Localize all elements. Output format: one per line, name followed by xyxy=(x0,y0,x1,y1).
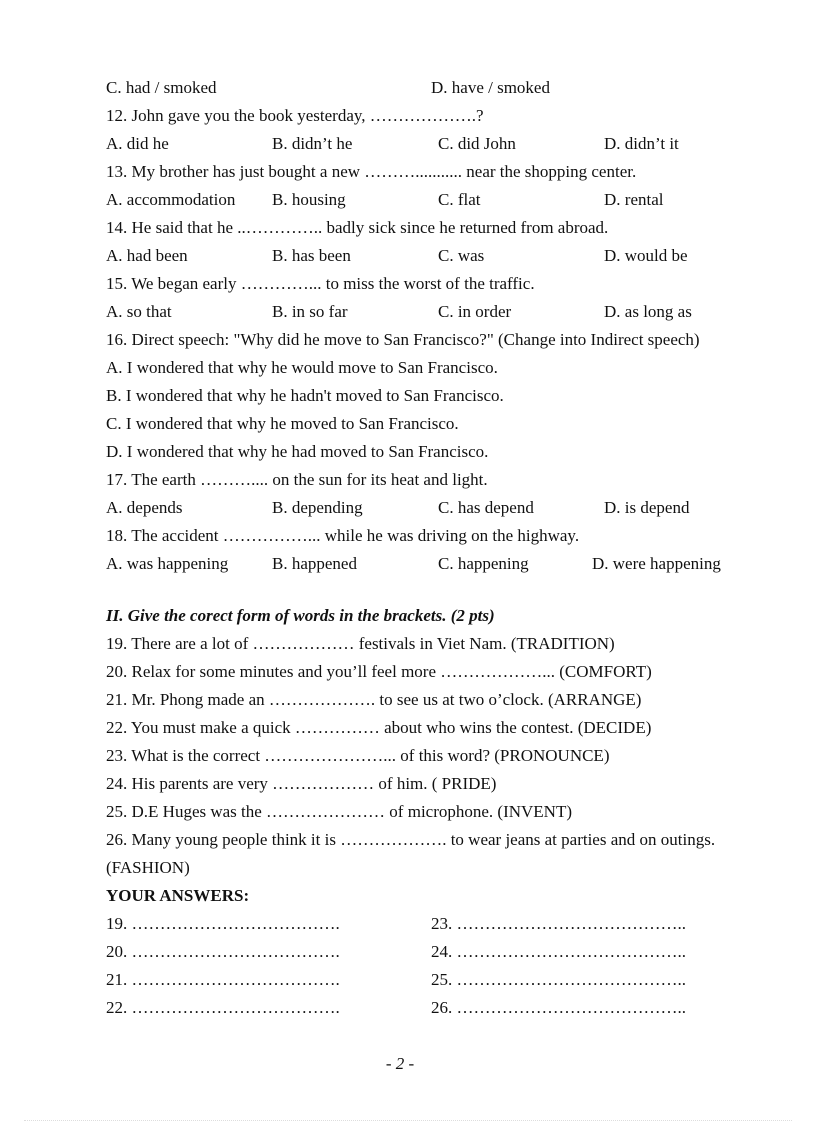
answers-title: YOUR ANSWERS: xyxy=(106,886,250,905)
word-form-item: 23. What is the correct …………………... of this word? (PRONOUNCE) xyxy=(106,746,610,765)
option-d: D. would be xyxy=(604,246,688,265)
option-c: C. has depend xyxy=(438,498,534,517)
exam-page xyxy=(106,74,756,1022)
question-options xyxy=(106,130,756,158)
option-a: A. did he xyxy=(106,134,169,153)
answer-row xyxy=(106,938,756,966)
option-a: A. was happening xyxy=(106,554,229,573)
footer-divider xyxy=(24,1120,792,1121)
option-a: A. accommodation xyxy=(106,190,236,209)
option-a: A. had been xyxy=(106,246,188,265)
word-form-item: 24. His parents are very ……………… of him. ( PRIDE) xyxy=(106,774,497,793)
section-spacer xyxy=(106,578,756,602)
option-c: C. was xyxy=(438,246,485,265)
word-form-item: 20. Relax for some minutes and you’ll feel more ………………... (COMFORT) xyxy=(106,662,652,681)
question-stem: 18. The accident ……………... while he was driving on the highway. xyxy=(106,526,580,545)
word-form-item: 26. Many young people think it is ………………. to wear jeans at parties and on outings. (FASHION) xyxy=(106,830,716,877)
option-c: C. in order xyxy=(438,302,512,321)
option-a: A. I wondered that why he would move to San Francisco. xyxy=(106,358,498,377)
answer-blank[interactable]: 22. ………………………………. xyxy=(106,998,340,1017)
question-options xyxy=(106,186,756,214)
option-a: A. depends xyxy=(106,498,183,517)
option-b: B. has been xyxy=(272,246,351,265)
answer-blank[interactable]: 26. ………………………………….. xyxy=(431,998,686,1017)
option-c: C. happening xyxy=(438,554,529,573)
question-options xyxy=(106,242,756,270)
word-form-item: 25. D.E Huges was the ………………… of microphone. (INVENT) xyxy=(106,802,572,821)
word-form-item: 22. You must make a quick …………… about who wins the contest. (DECIDE) xyxy=(106,718,652,737)
answer-blank[interactable]: 19. ………………………………. xyxy=(106,914,340,933)
option-c: C. did John xyxy=(438,134,516,153)
answer-blank[interactable]: 21. ………………………………. xyxy=(106,970,340,989)
option-d: D. rental xyxy=(604,190,664,209)
option-d: D. as long as xyxy=(604,302,692,321)
question-stem: 16. Direct speech: "Why did he move to San Francisco?" (Change into Indirect speech) xyxy=(106,330,700,349)
question-options xyxy=(106,550,756,578)
question-stem: 15. We began early …………... to miss the worst of the traffic. xyxy=(106,274,535,293)
option-d: D. didn’t it xyxy=(604,134,679,153)
page-number: - 2 - xyxy=(385,1054,415,1073)
option-d: D. is depend xyxy=(604,498,690,517)
answer-row xyxy=(106,994,756,1022)
q11-options xyxy=(106,74,756,102)
answer-blank[interactable]: 20. ………………………………. xyxy=(106,942,340,961)
answer-row xyxy=(106,966,756,994)
section-title: II. Give the corect form of words in the brackets. (2 pts) xyxy=(106,606,495,625)
option-b: B. didn’t he xyxy=(272,134,353,153)
word-form-item: 19. There are a lot of ……………… festivals in Viet Nam. (TRADITION) xyxy=(106,634,615,653)
option-b: B. in so far xyxy=(272,302,348,321)
option-b: B. housing xyxy=(272,190,346,209)
option-c: C. I wondered that why he moved to San Francisco. xyxy=(106,414,459,433)
question-options xyxy=(106,298,756,326)
question-stem: 14. He said that he ..………….. badly sick since he returned from abroad. xyxy=(106,218,609,237)
option-d: D. I wondered that why he had moved to San Francisco. xyxy=(106,442,489,461)
answer-blank[interactable]: 23. ………………………………….. xyxy=(431,914,686,933)
option-b: B. happened xyxy=(272,554,357,573)
answer-row xyxy=(106,910,756,938)
word-form-item: 21. Mr. Phong made an ………………. to see us at two o’clock. (ARRANGE) xyxy=(106,690,642,709)
question-stem: 13. My brother has just bought a new ………........... near the shopping center. xyxy=(106,162,637,181)
answer-blank[interactable]: 25. ………………………………….. xyxy=(431,970,686,989)
question-options xyxy=(106,494,756,522)
option: D. have / smoked xyxy=(431,78,550,97)
option-b: B. depending xyxy=(272,498,363,517)
option: C. had / smoked xyxy=(106,78,217,97)
option-d: D. were happening xyxy=(592,554,721,573)
option-c: C. flat xyxy=(438,190,481,209)
question-stem: 17. The earth ……….... on the sun for its heat and light. xyxy=(106,470,488,489)
option-b: B. I wondered that why he hadn't moved to San Francisco. xyxy=(106,386,504,405)
answer-blank[interactable]: 24. ………………………………….. xyxy=(431,942,686,961)
option-a: A. so that xyxy=(106,302,172,321)
question-stem: 12. John gave you the book yesterday, ……………….? xyxy=(106,106,484,125)
